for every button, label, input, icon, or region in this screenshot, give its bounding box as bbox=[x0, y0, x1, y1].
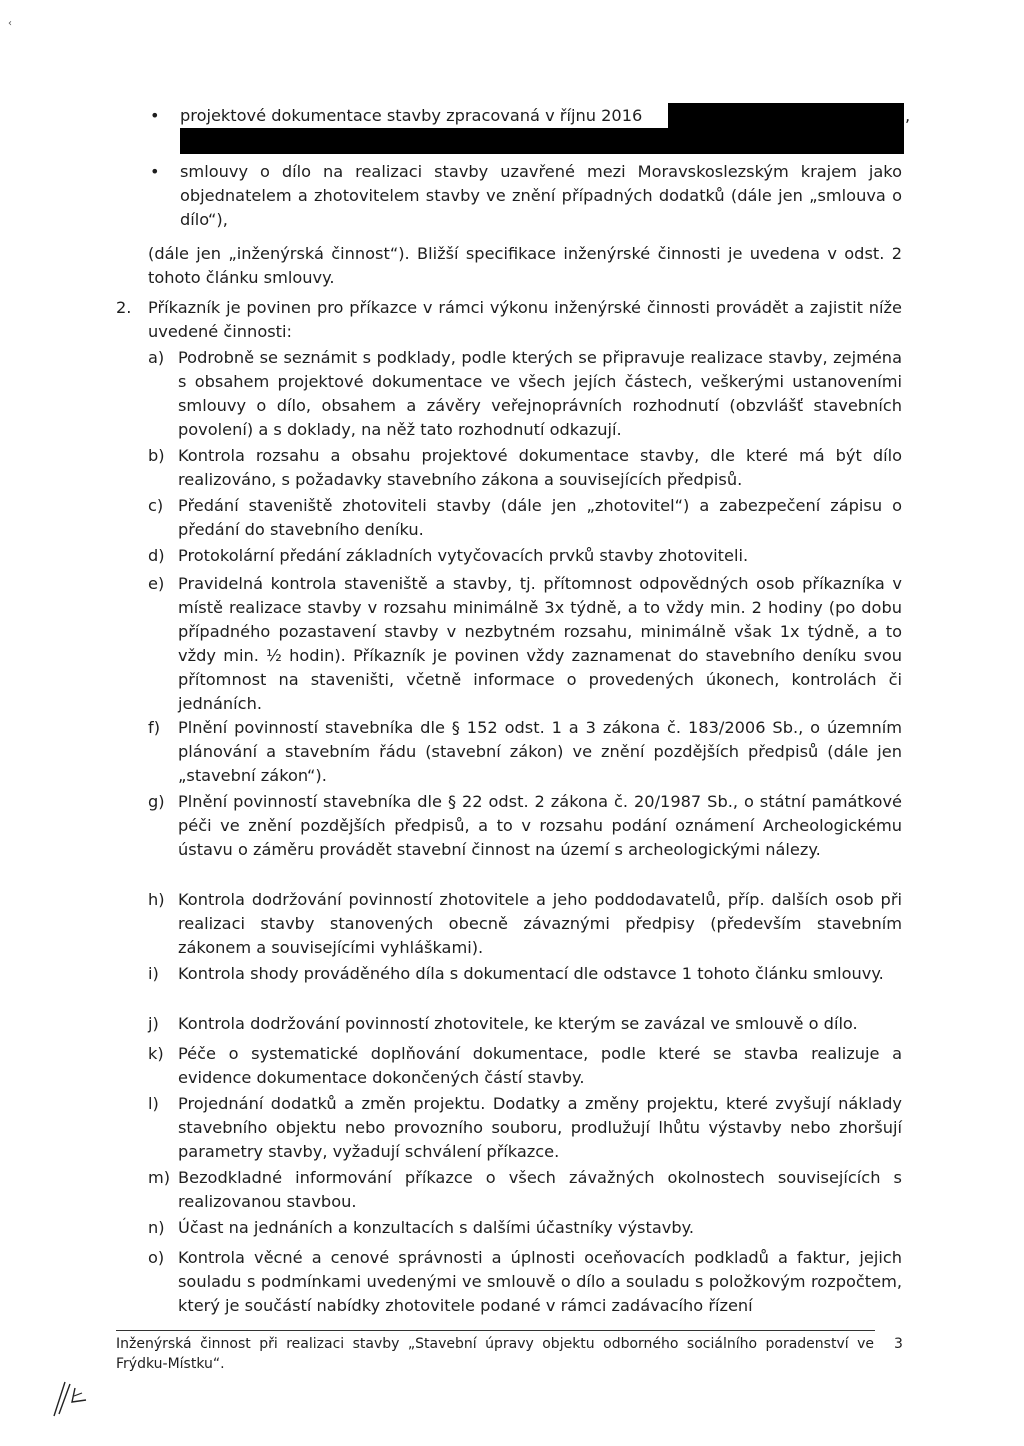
list-item-label: f) bbox=[148, 718, 161, 737]
list-item-b bbox=[148, 444, 902, 492]
list-item-label: k) bbox=[148, 1044, 164, 1063]
page-number: 3 bbox=[894, 1336, 903, 1352]
list-item-text: Předání staveniště zhotoviteli stavby (dále jen „zhotovitel“) a zabezpečení zápisu o předání do stavebního deníku. bbox=[178, 496, 902, 539]
list-item-label: e) bbox=[148, 574, 165, 593]
bullet-contract bbox=[150, 160, 902, 232]
list-item-label: c) bbox=[148, 496, 164, 515]
list-item-text: Péče o systematické doplňování dokumentace, podle které se stavba realizuje a evidence dokumentace dokončených částí stavby. bbox=[178, 1044, 902, 1087]
list-item-c bbox=[148, 494, 902, 542]
list-item-label: h) bbox=[148, 890, 165, 909]
bullet-project-documentation-tail: , bbox=[905, 106, 911, 125]
list-item-j bbox=[148, 1012, 902, 1036]
list-item-g bbox=[148, 790, 902, 862]
list-item-label: l) bbox=[148, 1094, 159, 1113]
bullet-dot-icon: • bbox=[150, 162, 160, 181]
list-item-label: m) bbox=[148, 1168, 171, 1187]
closing-paragraph: (dále jen „inženýrská činnost“). Bližší specifikace inženýrské činnosti je uvedena v odst. 2 tohoto článku smlouvy. bbox=[148, 244, 902, 287]
list-item-d bbox=[148, 544, 902, 568]
list-item-text: Účast na jednáních a konzultacích s dalšími účastníky výstavby. bbox=[178, 1218, 695, 1237]
list-item-text: Protokolární předání základních vytyčovacích prvků stavby zhotoviteli. bbox=[178, 546, 749, 565]
list-item-text: Kontrola rozsahu a obsahu projektové dokumentace stavby, dle které má být dílo realizováno, s požadavky stavebního zákona a souvisejících předpisů. bbox=[178, 446, 902, 489]
margin-mark: ‹ bbox=[8, 18, 12, 29]
footer-divider bbox=[116, 1330, 875, 1331]
list-item-text: Kontrola dodržování povinností zhotovitele, ke kterým se zavázal ve smlouvě o dílo. bbox=[178, 1014, 858, 1033]
list-item-h bbox=[148, 888, 902, 960]
list-item-text: Plnění povinností stavebníka dle § 22 odst. 2 zákona č. 20/1987 Sb., o státní památkové péči ve znění pozdějších předpisů, a to v rozsahu podání oznámení Archeologickému ústavu o záměru provádět stavební činnost na území s archeologickými nálezy. bbox=[178, 792, 902, 859]
section-number: 2. bbox=[116, 298, 132, 317]
list-item-n bbox=[148, 1216, 902, 1240]
redaction-block bbox=[180, 128, 904, 154]
list-item-f bbox=[148, 716, 902, 788]
list-item-text: Bezodkladné informování příkazce o všech závažných okolnostech souvisejících s realizovanou stavbou. bbox=[178, 1168, 902, 1211]
list-item-text: Pravidelná kontrola staveniště a stavby, tj. přítomnost odpovědných osob příkazníka v místě realizace stavby v rozsahu minimálně 3x týdně, a to vždy min. 2 hodiny (po dobu případného pozastavení stavby v nezbytném rozsahu, minimálně však 1x týdně, a to vždy min. ½ hodin). Příkazník je povinen vždy zaznamenat do stavebního deníku svou přítomnost na staveništi, včetně informace o provedených úkonech, kontrolách či jednáních. bbox=[178, 574, 902, 713]
list-item-text: Projednání dodatků a změn projektu. Dodatky a změny projektu, které zvyšují náklady stavebního objektu nebo provozního souboru, prodlužují lhůtu výstavby nebo zhoršují parametry stavby, vyžadují schválení příkazce. bbox=[178, 1094, 902, 1161]
bullet-project-documentation-text: projektové dokumentace stavby zpracovaná v říjnu 2016 bbox=[180, 106, 643, 125]
list-item-o bbox=[148, 1246, 902, 1318]
list-item-label: g) bbox=[148, 792, 165, 811]
list-item-label: b) bbox=[148, 446, 165, 465]
redaction-block bbox=[668, 103, 904, 129]
list-item-label: o) bbox=[148, 1248, 165, 1267]
list-item-i bbox=[148, 962, 902, 986]
list-item-label: i) bbox=[148, 964, 159, 983]
list-item-label: j) bbox=[148, 1014, 159, 1033]
list-item-a bbox=[148, 346, 902, 442]
list-item-m bbox=[148, 1166, 902, 1214]
list-item-e bbox=[148, 572, 902, 716]
list-item-text: Kontrola věcné a cenové správnosti a úplnosti oceňovacích podkladů a faktur, jejich souladu s podmínkami uvedenými ve smlouvě o dílo a souladu s položkovým rozpočtem, který je součástí nabídky zhotovitele podané v rámci zadávacího řízení bbox=[178, 1248, 902, 1315]
list-item-l bbox=[148, 1092, 902, 1164]
page-footer: Inženýrská činnost při realizaci stavby „Stavební úpravy objektu odborného sociálního poradenství ve Frýdku-Místku“. bbox=[116, 1336, 874, 1372]
bullet-dot-icon: • bbox=[150, 106, 160, 125]
section-intro: Příkazník je povinen pro příkazce v rámci výkonu inženýrské činnosti provádět a zajistit níže uvedené činnosti: bbox=[148, 298, 902, 341]
list-item-label: n) bbox=[148, 1218, 165, 1237]
handwritten-initials-signature bbox=[52, 1378, 94, 1418]
list-item-text: Kontrola dodržování povinností zhotovitele a jeho poddodavatelů, příp. dalších osob při realizaci stavby stanovených obecně závaznými předpisy (především stavebním zákonem a souvisejícími vyhláškami). bbox=[178, 890, 902, 957]
list-item-k bbox=[148, 1042, 902, 1090]
list-item-text: Plnění povinností stavebníka dle § 152 odst. 1 a 3 zákona č. 183/2006 Sb., o územním plánování a stavebním řádu (stavební zákon) ve znění pozdějších předpisů (dále jen „stavební zákon“). bbox=[178, 718, 902, 785]
list-item-label: a) bbox=[148, 348, 165, 367]
list-item-text: Podrobně se seznámit s podklady, podle kterých se připravuje realizace stavby, zejména s obsahem projektové dokumentace ve všech jejích částech, veškerými ustanoveními smlouvy o dílo, obsahem a závěry veřejnoprávních rozhodnutí (obzvlášť stavebních povolení) a s doklady, na něž tato rozhodnutí odkazují. bbox=[178, 348, 902, 439]
list-item-text: Kontrola shody prováděného díla s dokumentací dle odstavce 1 tohoto článku smlouvy. bbox=[178, 964, 884, 983]
bullet-contract-text: smlouvy o dílo na realizaci stavby uzavřené mezi Moravskoslezským krajem jako objednatelem a zhotovitelem stavby ve znění případných dodatků (dále jen „smlouva o dílo“), bbox=[180, 162, 902, 229]
list-item-label: d) bbox=[148, 546, 165, 565]
